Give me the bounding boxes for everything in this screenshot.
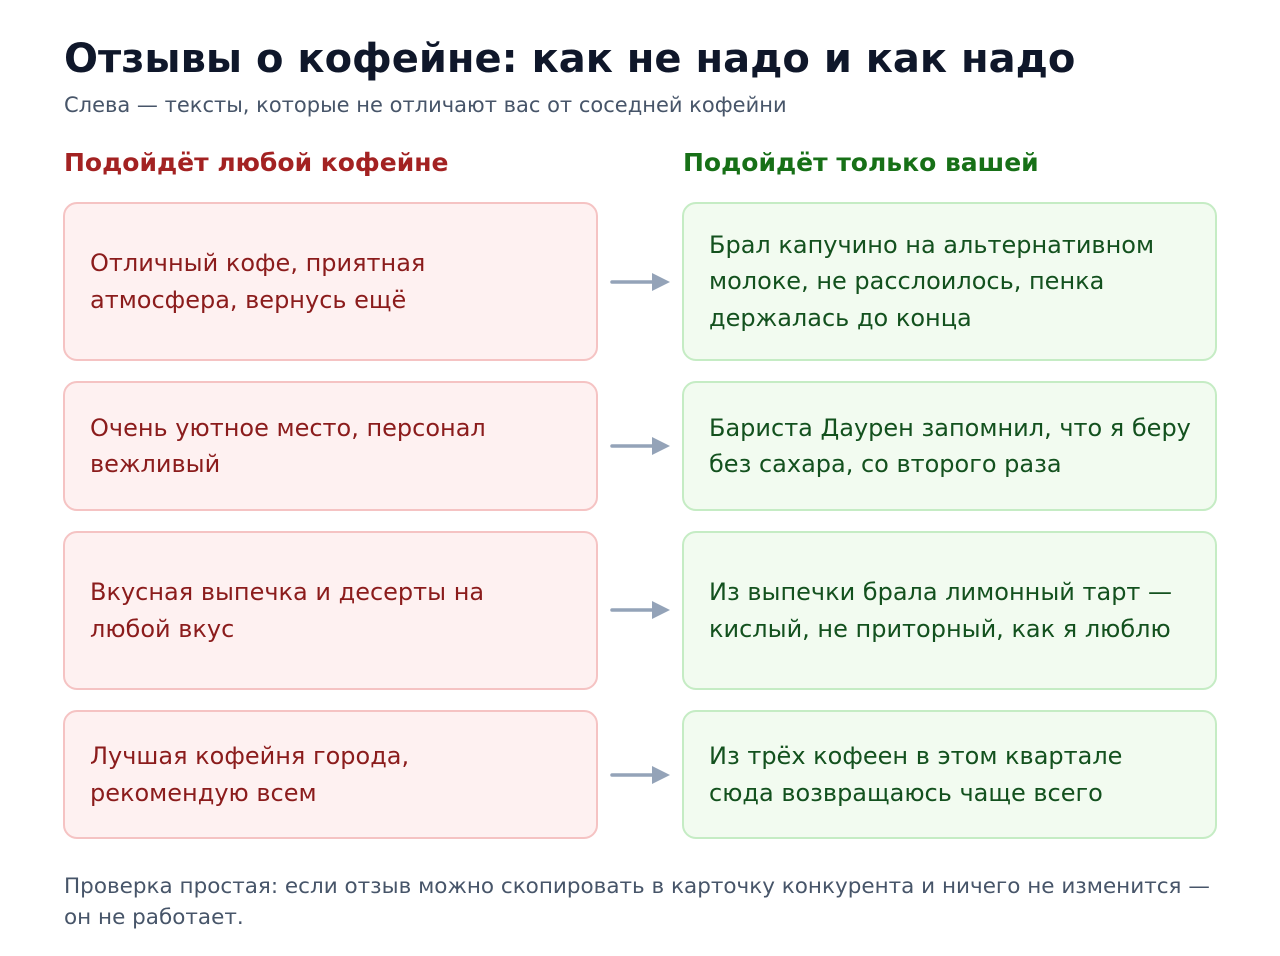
good-review-text: Из выпечки брала лимонный тарт — кислый, не приторный, как я люблю (709, 578, 1173, 643)
good-review-text: Брал капучино на альтернативном молоке, не расслоилось, пенка держалась до конца (709, 230, 1155, 332)
bad-review-text: Вкусная выпечка и десерты на любой вкус (90, 578, 485, 643)
arrow-right-icon (610, 762, 672, 788)
good-review-card (682, 710, 1217, 839)
arrow-right-icon (610, 269, 672, 295)
good-review-card (682, 531, 1217, 690)
page-subtitle: Слева — тексты, которые не отличают вас от соседней кофейни (64, 93, 787, 117)
arrow-right-icon (610, 433, 672, 459)
good-column-heading: Подойдёт только вашей (683, 148, 1039, 177)
bad-review-text: Очень уютное место, персонал вежливый (90, 413, 486, 478)
arrow-right-icon (610, 597, 672, 623)
good-review-card (682, 202, 1217, 361)
bad-review-text: Отличный кофе, приятная атмосфера, вернусь ещё (90, 249, 426, 314)
footer-note: Проверка простая: если отзыв можно скопировать в карточку конкурента и ничего не изменится — он не работает. (64, 874, 1210, 930)
good-review-card (682, 381, 1217, 511)
bad-review-card (63, 710, 598, 839)
bad-review-card (63, 202, 598, 361)
bad-review-text: Лучшая кофейня города, рекомендую всем (90, 742, 410, 807)
good-review-text: Бариста Даурен запомнил, что я беру без сахара, со второго раза (709, 413, 1191, 478)
bad-review-card (63, 381, 598, 511)
bad-column-heading: Подойдёт любой кофейне (64, 148, 449, 177)
good-review-text: Из трёх кофеен в этом квартале сюда возвращаюсь чаще всего (709, 742, 1123, 807)
bad-review-card (63, 531, 598, 690)
page-title: Отзывы о кофейне: как не надо и как надо (64, 36, 1076, 82)
